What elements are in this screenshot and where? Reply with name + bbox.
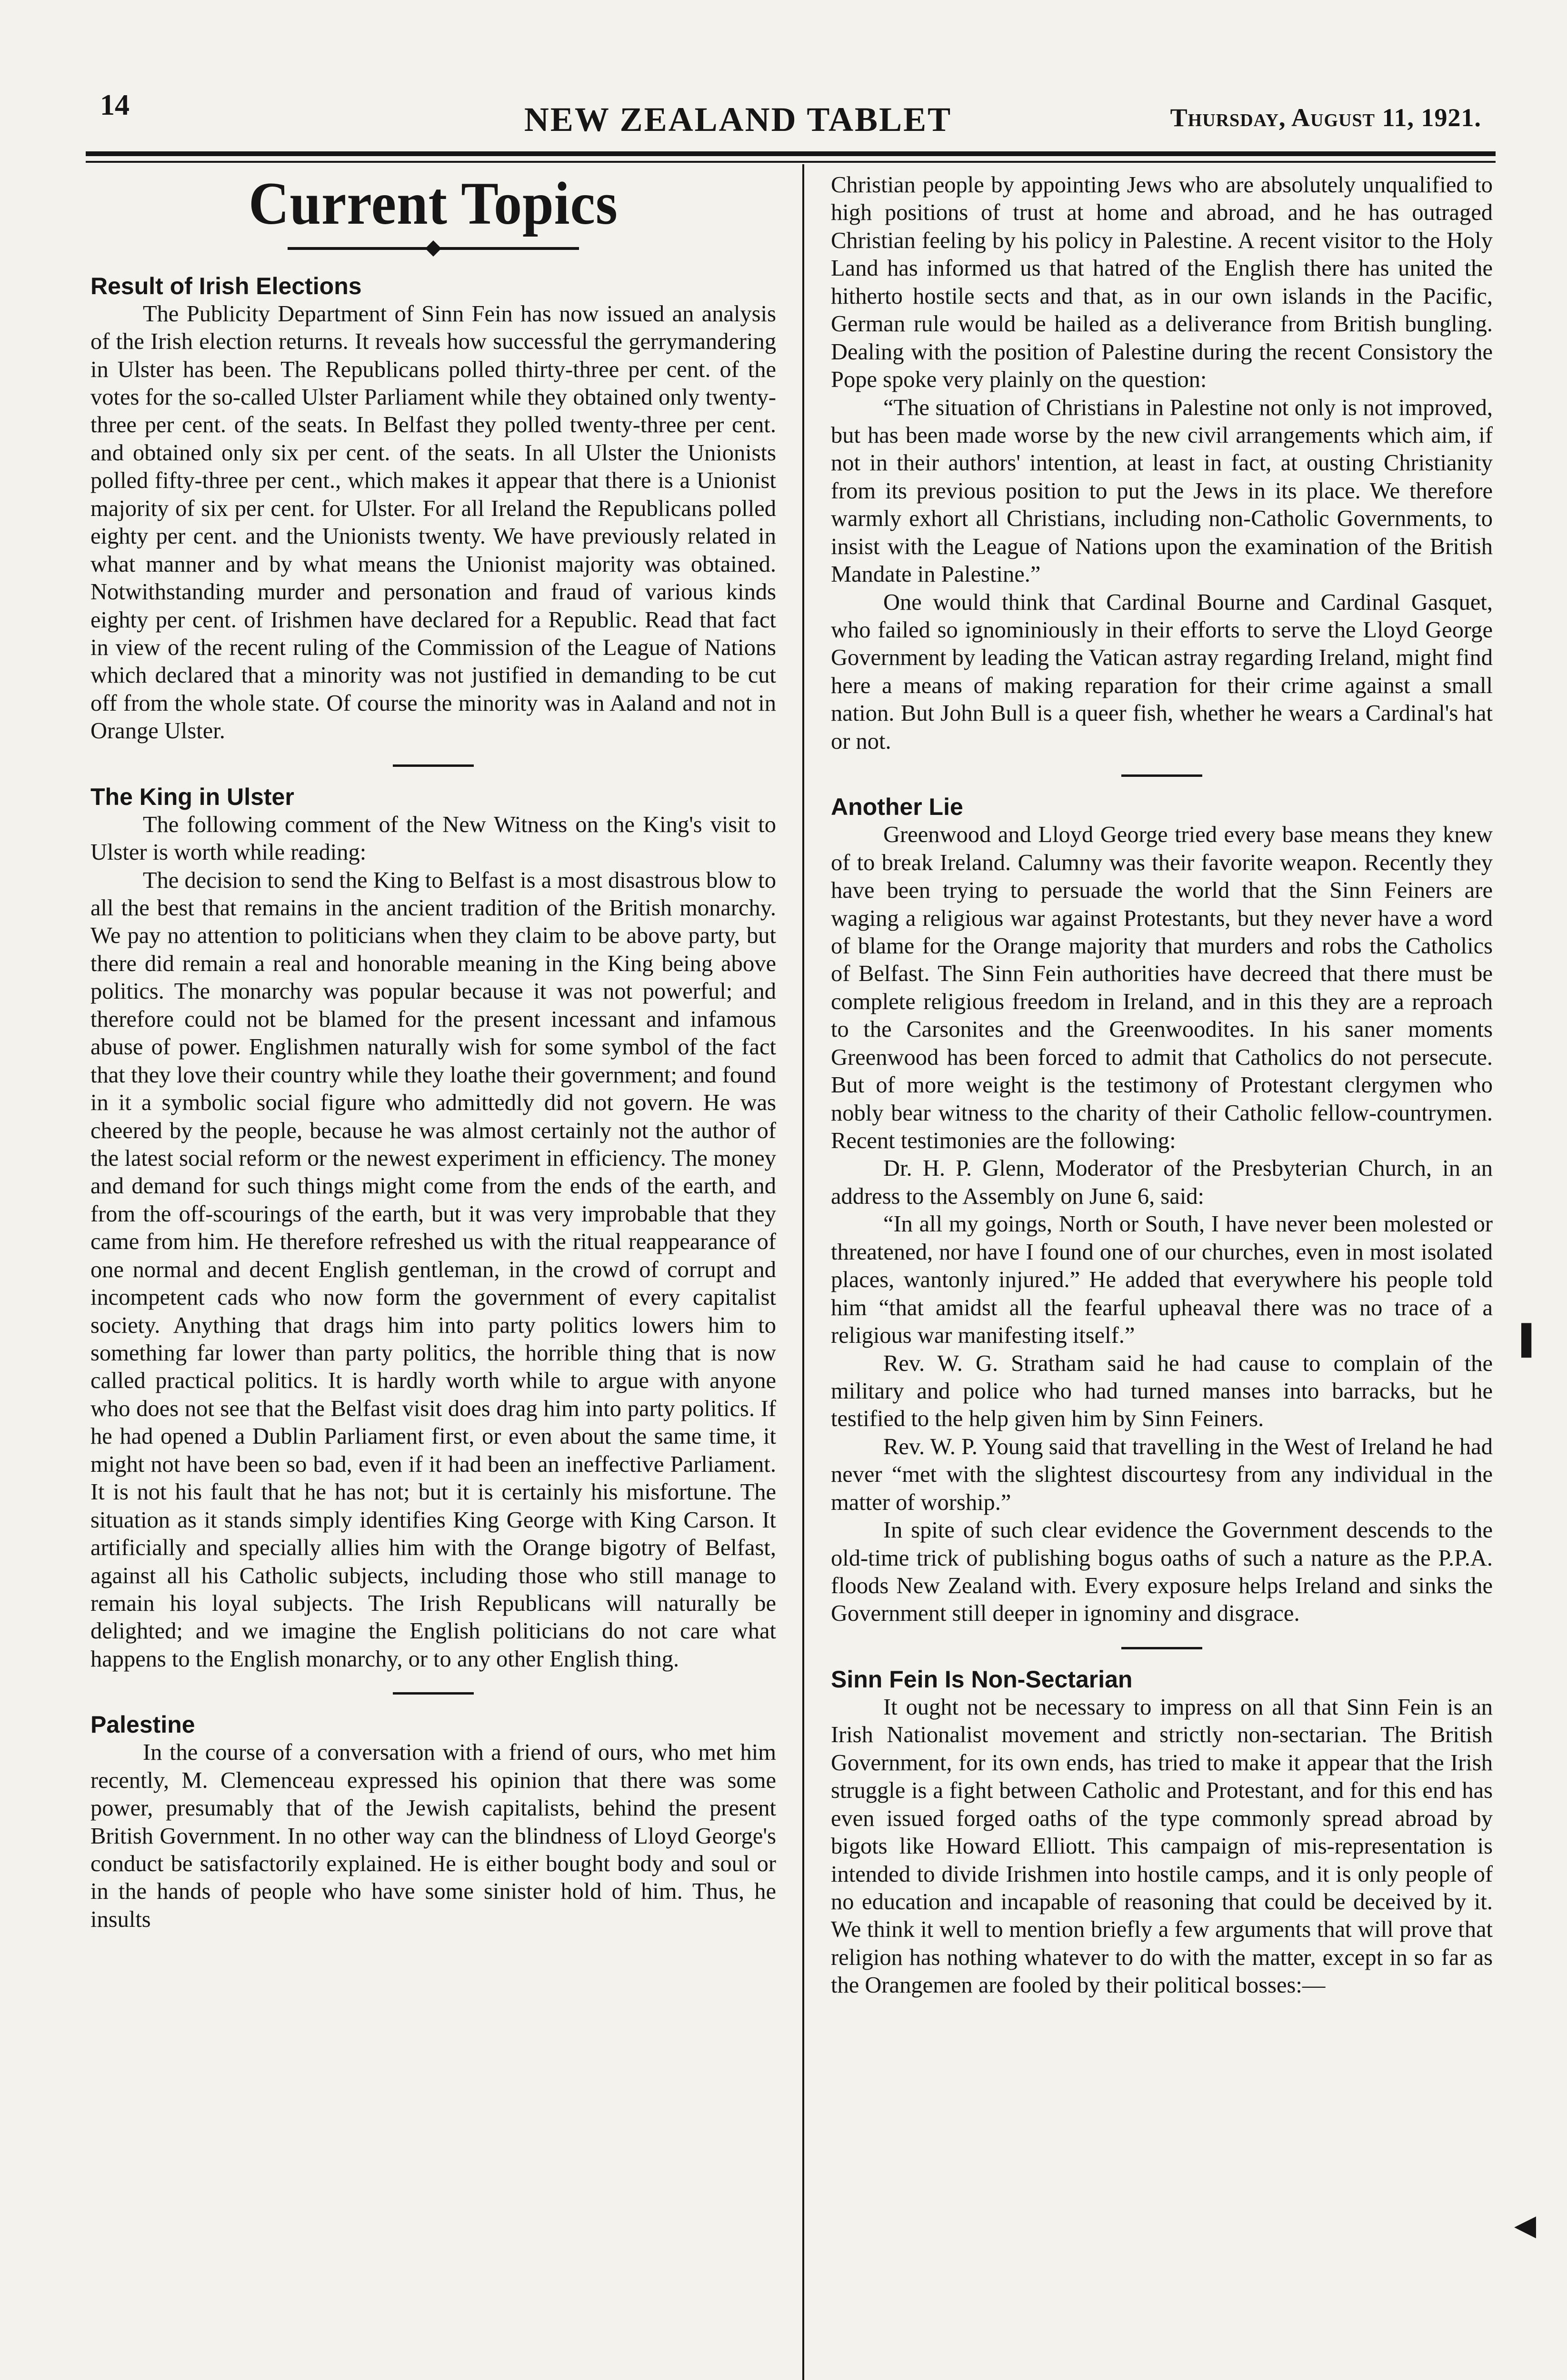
article-paragraph: In spite of such clear evidence the Government descends to the old-time trick of publishing bogus oaths of such a nature as the P.P.A. floods New Zealand with. Every exposure helps Ireland and sinks the Government still deeper in ignominy and disgrace. — [831, 1517, 1493, 1626]
article-paragraph: The following comment of the New Witness on the King's visit to Ulster is worth while reading: — [90, 812, 776, 865]
column-divider — [802, 164, 804, 2380]
article-paragraph: One would think that Cardinal Bourne and Cardinal Gasquet, who failed so ignominiously in their efforts to serve the Lloyd George Government by leading the Vatican astray regarding Ireland, might find here a means of making reparation for their crime against a small nation. But John Bull is a queer fish, whether he wears a Cardinal's hat or not. — [831, 589, 1493, 754]
article-paragraph: Rev. W. G. Stratham said he had cause to complain of the military and police who had turned manses into barracks, but he testified to the help given him by Sinn Feiners. — [831, 1350, 1493, 1432]
header-rule-thin — [86, 161, 1496, 163]
margin-hand-mark-icon: ◀ — [1514, 2210, 1537, 2241]
article-paragraph: Christian people by appointing Jews who are absolutely unqualified to high positions of trust at home and abroad, and he has outraged Christian feeling by his policy in Palestine. A recent visitor to the Holy Land has informed us that hatred of the English there has united the hitherto hostile sects and that, as in our own islands in the Pacific, German rule would be hailed as a deliverance from British bungling. Dealing with the position of Palestine during the recent Consistory the Pope spoke very plainly on the question: — [831, 172, 1493, 393]
article-paragraph: In the course of a conversation with a friend of ours, who met him recently, M. Clemenceau expressed his opinion that there was some power, presumably that of the Jewish capitalists, behind the present British Government. In no other way can the blindness of Lloyd George's conduct be satisfactorily explained. He is either bought body and soul or in the hands of people who have some sinister hold of him. Thus, he insults — [90, 1740, 776, 1932]
article-paragraph: Dr. H. P. Glenn, Moderator of the Presbyterian Church, in an address to the Assembly on June 6, said: — [831, 1156, 1493, 1209]
article-paragraph: It ought not be necessary to impress on all that Sinn Fein is an Irish Nationalist movement and strictly non-sectarian. The British Government, for its own ends, has tried to make it appear that the Irish struggle is a fight between Catholic and Protestant, and for this end has even issued forged oaths of the type commonly spread abroad by bigots like Howard Elliott. This campaign of mis-representation is intended to divide Irishmen into hostile camps, and it is only people of no education and incapable of reasoning that could be deceived by it. We think it well to mention briefly a few arguments that will prove that religion has nothing whatever to do with the matter, except in so far as the Orangemen are fooled by their political bosses:— — [831, 1694, 1493, 1998]
masthead: NEW ZEALAND TABLET — [524, 100, 952, 139]
article-quote: “In all my goings, North or South, I have never been molested or threatened, nor have I found one of our churches, even in most isolated places, wantonly injured.” He added that everywhere his people told him “that amidst all the fearful upheaval there was no trace of a religious war manifesting itself.” — [831, 1211, 1493, 1349]
section-title: Current Topics — [249, 171, 618, 238]
article-paragraph: The Publicity Department of Sinn Fein has now issued an analysis of the Irish election returns. It reveals how successful the gerrymandering in Ulster has been. The Republicans polled thirty-three per cent. of the votes for the so-called Ulster Parliament while they obtained only twenty-three per cent. of the seats. In Belfast they polled twenty-three per cent. and obtained only six per cent. of the seats. In all Ulster the Unionists polled fifty-three per cent., which makes it appear that there is a Unionist majority of six per cent. for Ulster. For all Ireland the Republicans polled eighty per cent. and the Unionists twenty. We have previously related in what manner and by what means the Unionist majority was obtained. Notwithstanding murder and personation and fraud of various kinds eighty per cent. of Irishmen have declared for a Republic. Read that fact in view of the recent ruling of the Commission of the League of Nations which declared that a minority was not justified in demanding to be cut off from the whole state. Of course the minority was in Aaland and not in Orange Ulster. — [90, 301, 776, 744]
article-another-lie — [831, 794, 1493, 1628]
article-non-sectarian — [831, 1666, 1493, 2000]
article-heading: Sinn Fein Is Non-Sectarian — [831, 1666, 1133, 1693]
issue-date: Thursday, August 11, 1921. — [1170, 103, 1481, 132]
right-column — [831, 171, 1493, 2380]
article-divider — [1121, 1647, 1202, 1649]
article-heading: Another Lie — [831, 793, 963, 821]
article-paragraph: Rev. W. P. Young said that travelling in the West of Ireland he had never “met with the slightest discourtesy from any individual in the matter of worship.” — [831, 1434, 1493, 1515]
article-irish-elections — [90, 273, 776, 745]
article-palestine-continued — [831, 171, 1493, 755]
left-column — [90, 171, 776, 2380]
article-divider — [1121, 774, 1202, 777]
article-heading: The King in Ulster — [90, 783, 294, 810]
title-ornament — [90, 243, 776, 254]
page-number: 14 — [100, 89, 130, 121]
article-heading: Result of Irish Elections — [90, 272, 362, 299]
article-heading: Palestine — [90, 1711, 195, 1738]
article-king-in-ulster — [90, 784, 776, 1674]
article-quote: “The situation of Christians in Palestine not only is not improved, but has been made worse by the new civil arrangements which aim, if not in their authors' intention, at least in fact, at ousting Christianity from its previous position to put the Jews in its place. We therefore warmly exhort all Christians, including non-Catholic Governments, to insist with the League of Nations upon the examination of the British Mandate in Palestine.” — [831, 395, 1493, 587]
article-divider — [393, 764, 474, 767]
article-palestine — [90, 1712, 776, 1934]
article-paragraph: Greenwood and Lloyd George tried every base means they knew of to break Ireland. Calumny was their favorite weapon. Recently they have been trying to persuade the world that the Sinn Feiners are waging a religious war against Protestants, but they never have a word of blame for the Orange majority that murders and robs the Catholics of Belfast. The Sinn Fein authorities have decreed that there must be complete religious freedom in Ireland, and in this they are a reproach to the Carsonites and the Greenwoodites. In his saner moments Greenwood has been forced to admit that Catholics do not persecute. But of more weight is the testimony of Protestant clergymen who nobly bear witness to the charity of their Catholic fellow-countrymen. Recent testimonies are the following: — [831, 822, 1493, 1153]
article-divider — [393, 1692, 474, 1695]
header-rule-thick — [86, 151, 1496, 156]
article-paragraph: The decision to send the King to Belfast is a most disastrous blow to all the best that remains in the ancient tradition of the British monarchy. We pay no attention to politicians when they claim to be above party, but there did remain a real and honorable meaning in the King being above politics. The monarchy was popular because it was not powerful; and therefore could not be blamed for the present incessant and infamous abuse of power. Englishmen naturally wish for some symbol of the fact that they love their country while they loathe their government; and found in it a symbolic social figure who admittedly did not govern. He was cheered by the people, because he was almost certainly not the author of the latest social reform or the newest experiment in efficiency. The money and demand for such things might come from the ends of the earth, and from the off-scourings of the earth, but it was very improbable that they came from him. He therefore refreshed us with the ritual reappearance of one normal and decent English gentleman, in the crowd of corrupt and incompetent cads who now form the government of every capitalist society. Anything that drags him into party politics lowers him to something far lower than party politics, the horrible thing that is now called practical politics. It is hardly worth while to argue with anyone who does not see that the Belfast visit does drag him into party politics. If he had opened a Dublin Parliament first, or even about the same time, it might not have been so bad, even if it had been an ineffective Parliament. It is not his fault that he has not; but it is certainly his misfortune. The situation as it stands simply identifies King George with King Carson. It artificially and specially allies him with the Orange bigotry of Belfast, against all his Catholic subjects, including those who still manage to remain his loyal subjects. The Irish Republicans will naturally be delighted; and we imagine the English politicians do not care what happens to the English monarchy, or to any other English thing. — [90, 867, 776, 1672]
margin-bracket-icon: ▌ — [1521, 1324, 1542, 1355]
